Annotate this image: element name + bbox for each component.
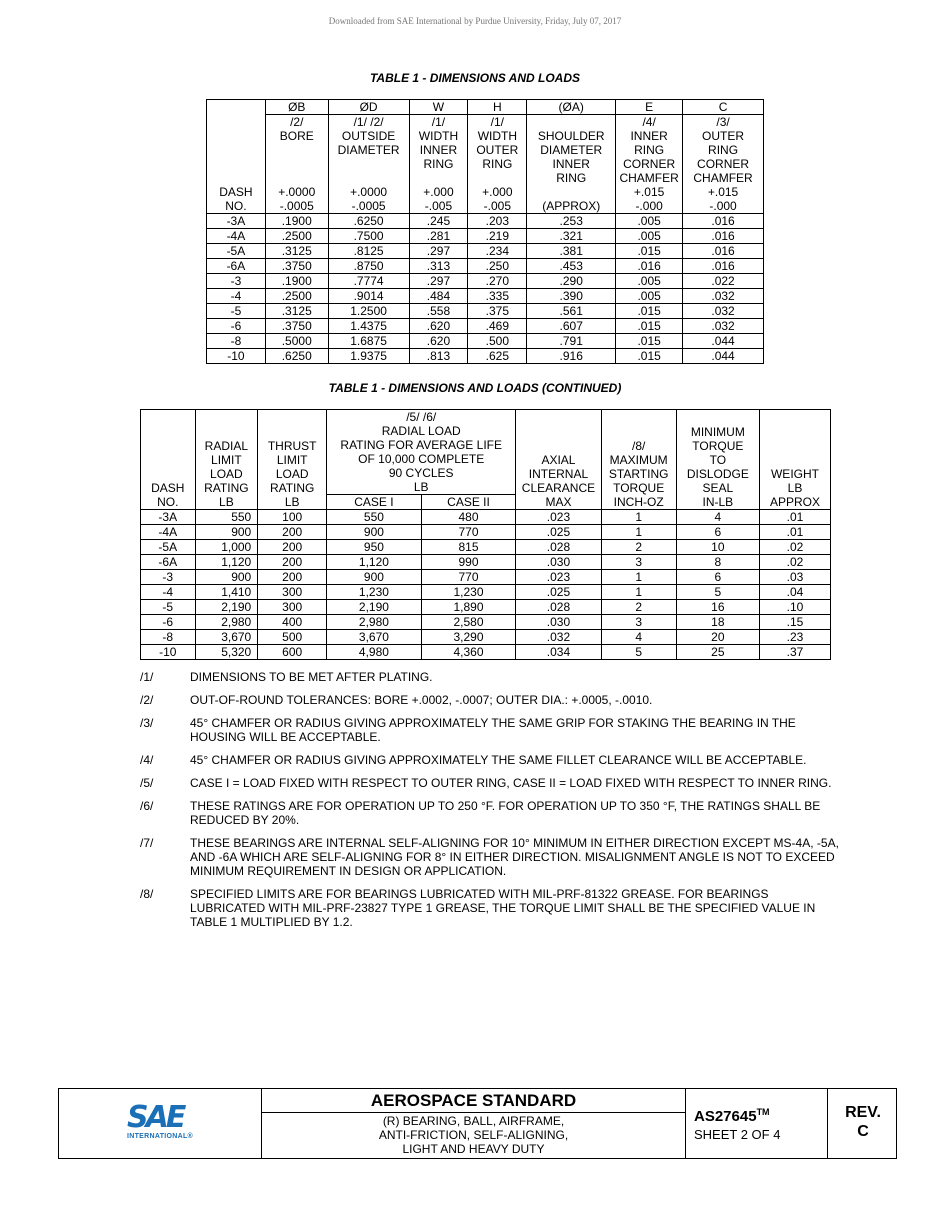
table-cell: 1.4375 <box>328 319 409 334</box>
table-cell: .005 <box>616 214 683 229</box>
table-cell: .02 <box>759 540 830 555</box>
sae-logo <box>127 1100 197 1140</box>
table-cell: 200 <box>258 540 327 555</box>
table-cell: 10 <box>676 540 759 555</box>
table-cell: .916 <box>527 349 616 364</box>
title-block <box>58 1088 897 1159</box>
table-cell: 550 <box>327 510 422 525</box>
note-text: THESE RATINGS ARE FOR OPERATION UP TO 250 °F. FOR OPERATION UP TO 350 °F, THE RATINGS SHALL BE REDUCED BY 20%. <box>190 799 821 827</box>
note-item <box>140 693 840 707</box>
table-cell: -10 <box>141 645 196 660</box>
table-cell: .2500 <box>265 229 328 244</box>
t1-header-desc: /1/ WIDTH INNER RING +.000 -.005 <box>409 115 468 214</box>
table-row <box>141 510 831 525</box>
t2-header-axial: AXIAL INTERNAL CLEARANCE MAX <box>516 410 601 510</box>
table-cell: .03 <box>759 570 830 585</box>
table-row <box>207 259 764 274</box>
table-cell: 200 <box>258 525 327 540</box>
table-cell: 900 <box>195 570 258 585</box>
table-row <box>141 585 831 600</box>
table-cell: .032 <box>683 304 764 319</box>
dimensions-table <box>206 99 764 364</box>
sae-logo-mark: SAE <box>127 1100 184 1135</box>
note-item <box>140 776 840 790</box>
table-cell: .015 <box>616 304 683 319</box>
table-cell: .203 <box>468 214 527 229</box>
table-cell: -5A <box>141 540 196 555</box>
table-cell: 3 <box>601 615 676 630</box>
note-number: /5/ <box>140 776 154 790</box>
table-cell: .7774 <box>328 274 409 289</box>
table-cell: 770 <box>421 570 516 585</box>
table-row <box>141 555 831 570</box>
table-cell: .3750 <box>265 319 328 334</box>
table-cell: .607 <box>527 319 616 334</box>
table-cell: 990 <box>421 555 516 570</box>
table-cell: 900 <box>195 525 258 540</box>
table1-caption: TABLE 1 - DIMENSIONS AND LOADS <box>369 71 580 85</box>
table-cell: .032 <box>683 319 764 334</box>
table-cell: .561 <box>527 304 616 319</box>
table-cell: .1900 <box>265 274 328 289</box>
table-cell: 2,190 <box>195 600 258 615</box>
table-cell: .10 <box>759 600 830 615</box>
table-cell: .034 <box>516 645 601 660</box>
table-cell: 500 <box>258 630 327 645</box>
table-cell: -8 <box>207 334 266 349</box>
table-cell: -3A <box>141 510 196 525</box>
table-cell: 2,190 <box>327 600 422 615</box>
table-cell: .8750 <box>328 259 409 274</box>
t1-header-symbol: E <box>616 100 683 115</box>
table-cell: 16 <box>676 600 759 615</box>
t1-header-desc: /3/ OUTER RING CORNER CHAMFER +.015 -.000 <box>683 115 764 214</box>
note-number: /7/ <box>140 836 154 850</box>
table-cell: -3 <box>141 570 196 585</box>
table-cell: 770 <box>421 525 516 540</box>
revision-label: REV. C <box>845 1104 881 1140</box>
t2-header-torque: /8/ MAXIMUM STARTING TORQUE INCH-OZ <box>601 410 676 510</box>
table-cell: .005 <box>616 229 683 244</box>
table-cell: 900 <box>327 570 422 585</box>
note-number: /4/ <box>140 753 154 767</box>
table-cell: 400 <box>258 615 327 630</box>
table-cell: 18 <box>676 615 759 630</box>
table-cell: 1,230 <box>327 585 422 600</box>
table-cell: .625 <box>468 349 527 364</box>
table-cell: 4,360 <box>421 645 516 660</box>
table-cell: 4 <box>601 630 676 645</box>
table-row <box>207 319 764 334</box>
table-cell: .5000 <box>265 334 328 349</box>
note-item <box>140 670 840 684</box>
t1-header-symbol: (ØA) <box>527 100 616 115</box>
t1-header-symbol: ØB <box>265 100 328 115</box>
table-cell: .016 <box>683 259 764 274</box>
table-cell: .9014 <box>328 289 409 304</box>
table-cell: 1,120 <box>327 555 422 570</box>
table-cell: .015 <box>616 319 683 334</box>
table-cell: .219 <box>468 229 527 244</box>
table-cell: .375 <box>468 304 527 319</box>
note-text: SPECIFIED LIMITS ARE FOR BEARINGS LUBRICATED WITH MIL-PRF-81322 GREASE. FOR BEARINGS LUBRICATED WITH MIL-PRF-23827 TYPE 1 GREASE, THE TORQUE LIMIT SHALL BE THE SPECIFIED VALUE IN TABLE 1 MULTIPLIED BY 1.2. <box>190 887 816 929</box>
table-cell: .030 <box>516 615 601 630</box>
note-number: /8/ <box>140 887 154 901</box>
note-text: 45° CHAMFER OR RADIUS GIVING APPROXIMATELY THE SAME FILLET CLEARANCE WILL BE ACCEPTABLE. <box>190 753 807 767</box>
revision-cell <box>828 1089 898 1158</box>
title-cell <box>262 1089 686 1158</box>
table-cell: .1900 <box>265 214 328 229</box>
table-cell: .558 <box>409 304 468 319</box>
table-cell: .016 <box>683 214 764 229</box>
table-cell: -3A <box>207 214 266 229</box>
table-cell: .620 <box>409 319 468 334</box>
table-cell: 600 <box>258 645 327 660</box>
table-row <box>141 600 831 615</box>
table-cell: .032 <box>683 289 764 304</box>
table-cell: .01 <box>759 510 830 525</box>
table-row <box>141 525 831 540</box>
table-cell: 3 <box>601 555 676 570</box>
registered-mark: ® <box>187 1133 194 1140</box>
table-cell: -8 <box>141 630 196 645</box>
sheet-number: SHEET 2 OF 4 <box>694 1127 781 1142</box>
table-row <box>141 540 831 555</box>
note-text: CASE I = LOAD FIXED WITH RESPECT TO OUTER RING, CASE II = LOAD FIXED WITH RESPECT TO INNER RING. <box>190 776 832 790</box>
table-cell: .390 <box>527 289 616 304</box>
download-watermark: Downloaded from SAE International by Purdue University, Friday, July 07, 2017 <box>328 16 622 26</box>
table-cell: 25 <box>676 645 759 660</box>
table2-caption: TABLE 1 - DIMENSIONS AND LOADS (CONTINUED) <box>328 381 622 395</box>
t1-header-dash: DASH NO. <box>207 100 266 214</box>
table-cell: .6250 <box>265 349 328 364</box>
table-cell: .005 <box>616 274 683 289</box>
table-cell: 3,670 <box>327 630 422 645</box>
table-cell: -4A <box>207 229 266 244</box>
table-row <box>207 304 764 319</box>
table-cell: 200 <box>258 570 327 585</box>
table-cell: .005 <box>616 289 683 304</box>
table-cell: .37 <box>759 645 830 660</box>
table-cell: 5 <box>601 645 676 660</box>
t1-header-symbol: H <box>468 100 527 115</box>
table-cell: .028 <box>516 540 601 555</box>
table-cell: 300 <box>258 600 327 615</box>
table-row <box>141 645 831 660</box>
doc-number-cell <box>686 1089 828 1158</box>
table-cell: 900 <box>327 525 422 540</box>
table-cell: 1 <box>601 510 676 525</box>
table-cell: 6 <box>676 525 759 540</box>
table-cell: -5 <box>141 600 196 615</box>
table-cell: 6 <box>676 570 759 585</box>
table-cell: .01 <box>759 525 830 540</box>
table-cell: .016 <box>683 229 764 244</box>
table-cell: .032 <box>516 630 601 645</box>
table-row <box>207 349 764 364</box>
note-item <box>140 753 840 767</box>
table-row <box>207 274 764 289</box>
table-cell: 1,890 <box>421 600 516 615</box>
table-cell: .313 <box>409 259 468 274</box>
note-text: DIMENSIONS TO BE MET AFTER PLATING. <box>190 670 433 684</box>
table-cell: 3,290 <box>421 630 516 645</box>
table-cell: .7500 <box>328 229 409 244</box>
table-cell: 1.9375 <box>328 349 409 364</box>
table-cell: .022 <box>683 274 764 289</box>
loads-table <box>140 409 831 660</box>
table-cell: 4 <box>676 510 759 525</box>
note-number: /2/ <box>140 693 154 707</box>
table-cell: .6250 <box>328 214 409 229</box>
note-number: /1/ <box>140 670 154 684</box>
table-cell: 2,980 <box>327 615 422 630</box>
table-cell: .335 <box>468 289 527 304</box>
table-cell: -6 <box>141 615 196 630</box>
table-cell: .025 <box>516 585 601 600</box>
table-cell: -10 <box>207 349 266 364</box>
t2-header-case2: CASE II <box>421 495 516 510</box>
table-cell: 100 <box>258 510 327 525</box>
note-text: THESE BEARINGS ARE INTERNAL SELF-ALIGNING FOR 10° MINIMUM IN EITHER DIRECTION EXCEPT MS-4A, -5A, AND -6A WHICH ARE SELF-ALIGNING FOR 8° IN EITHER DIRECTION. MISALIGNMENT ANGLE IS NOT TO EXCEED MINIMUM REQUIREMENT IN DESIGN OR APPLICATION. <box>190 836 839 878</box>
t1-header-symbol: C <box>683 100 764 115</box>
table-cell: 5,320 <box>195 645 258 660</box>
table-cell: .030 <box>516 555 601 570</box>
table-cell: 815 <box>421 540 516 555</box>
table-cell: .381 <box>527 244 616 259</box>
table-cell: .8125 <box>328 244 409 259</box>
table-cell: 200 <box>258 555 327 570</box>
t2-header-weight: WEIGHT LB APPROX <box>759 410 830 510</box>
table-cell: 1,410 <box>195 585 258 600</box>
table-cell: -6A <box>207 259 266 274</box>
table-row <box>141 630 831 645</box>
t2-header-seal: MINIMUM TORQUE TO DISLODGE SEAL IN-LB <box>676 410 759 510</box>
table-cell: .321 <box>527 229 616 244</box>
table-cell: .297 <box>409 274 468 289</box>
table-cell: 1 <box>601 525 676 540</box>
table-row <box>141 615 831 630</box>
note-text: OUT-OF-ROUND TOLERANCES: BORE +.0002, -.0007; OUTER DIA.: +.0005, -.0010. <box>190 693 653 707</box>
table-cell: .016 <box>683 244 764 259</box>
t1-header-desc: /1/ WIDTH OUTER RING +.000 -.005 <box>468 115 527 214</box>
table-cell: .500 <box>468 334 527 349</box>
table-cell: .044 <box>683 334 764 349</box>
table-cell: .290 <box>527 274 616 289</box>
table-cell: 1,120 <box>195 555 258 570</box>
table-cell: -5 <box>207 304 266 319</box>
table-cell: 550 <box>195 510 258 525</box>
table-cell: -4 <box>141 585 196 600</box>
t1-header-symbol: W <box>409 100 468 115</box>
table-cell: 4,980 <box>327 645 422 660</box>
t2-header-thrust: THRUST LIMIT LOAD RATING LB <box>258 410 327 510</box>
table-cell: .297 <box>409 244 468 259</box>
note-item <box>140 887 840 929</box>
table-cell: 1 <box>601 585 676 600</box>
t1-header-desc: /1/ /2/ OUTSIDE DIAMETER +.0000 -.0005 <box>328 115 409 214</box>
table-cell: -6 <box>207 319 266 334</box>
note-item <box>140 716 840 744</box>
standard-title: AEROSPACE STANDARD <box>262 1089 685 1113</box>
note-number: /6/ <box>140 799 154 813</box>
table-cell: -4 <box>207 289 266 304</box>
table-cell: 300 <box>258 585 327 600</box>
table-row <box>207 214 764 229</box>
table-row <box>141 570 831 585</box>
table-cell: .270 <box>468 274 527 289</box>
table-row <box>207 229 764 244</box>
table-cell: .15 <box>759 615 830 630</box>
table-row <box>207 334 764 349</box>
trademark-mark: TM <box>756 1107 770 1117</box>
table-cell: .015 <box>616 349 683 364</box>
table-cell: .453 <box>527 259 616 274</box>
table-row <box>207 289 764 304</box>
note-number: /3/ <box>140 716 154 730</box>
table-cell: -4A <box>141 525 196 540</box>
table-cell: .484 <box>409 289 468 304</box>
table-cell: .044 <box>683 349 764 364</box>
note-item <box>140 836 840 878</box>
table-cell: .025 <box>516 525 601 540</box>
table-cell: .3750 <box>265 259 328 274</box>
table-cell: 3,670 <box>195 630 258 645</box>
table-cell: 8 <box>676 555 759 570</box>
table-cell: .2500 <box>265 289 328 304</box>
table-cell: .245 <box>409 214 468 229</box>
table-cell: 1.2500 <box>328 304 409 319</box>
table-cell: 5 <box>676 585 759 600</box>
table-cell: -3 <box>207 274 266 289</box>
table-cell: .23 <box>759 630 830 645</box>
table-cell: -5A <box>207 244 266 259</box>
table-cell: .281 <box>409 229 468 244</box>
table-cell: .250 <box>468 259 527 274</box>
table-cell: .791 <box>527 334 616 349</box>
table-cell: .015 <box>616 334 683 349</box>
note-text: 45° CHAMFER OR RADIUS GIVING APPROXIMATELY THE SAME GRIP FOR STAKING THE BEARING IN THE HOUSING WILL BE ACCEPTABLE. <box>190 716 796 744</box>
table-cell: .015 <box>616 244 683 259</box>
table-cell: 2 <box>601 600 676 615</box>
table-cell: .023 <box>516 510 601 525</box>
table-cell: 20 <box>676 630 759 645</box>
table-cell: 1 <box>601 570 676 585</box>
table-cell: .04 <box>759 585 830 600</box>
t2-header-radial: RADIAL LIMIT LOAD RATING LB <box>195 410 258 510</box>
notes-list <box>140 670 840 938</box>
t1-header-desc: SHOULDER DIAMETER INNER RING (APPROX) <box>527 115 616 214</box>
table-cell: -6A <box>141 555 196 570</box>
table-cell: 1,000 <box>195 540 258 555</box>
table-cell: .023 <box>516 570 601 585</box>
table-cell: .620 <box>409 334 468 349</box>
table-cell: .253 <box>527 214 616 229</box>
t1-header-desc: /4/ INNER RING CORNER CHAMFER +.015 -.000 <box>616 115 683 214</box>
table-cell: 2,980 <box>195 615 258 630</box>
document-number: AS27645™ <box>694 1107 770 1125</box>
t2-header-dash: DASH NO. <box>141 410 196 510</box>
table-cell: 480 <box>421 510 516 525</box>
table-cell: 1.6875 <box>328 334 409 349</box>
t1-header-symbol: ØD <box>328 100 409 115</box>
table-cell: 950 <box>327 540 422 555</box>
note-item <box>140 799 840 827</box>
table-cell: .3125 <box>265 244 328 259</box>
document-subtitle: (R) BEARING, BALL, AIRFRAME, ANTI-FRICTION, SELF-ALIGNING, LIGHT AND HEAVY DUTY <box>378 1114 569 1156</box>
logo-cell <box>59 1089 262 1158</box>
table-cell: .02 <box>759 555 830 570</box>
table-cell: .028 <box>516 600 601 615</box>
t2-header-rating-group: /5/ /6/ RADIAL LOAD RATING FOR AVERAGE LIFE OF 10,000 COMPLETE 90 CYCLES LB <box>327 410 516 495</box>
table-cell: .469 <box>468 319 527 334</box>
table-cell: .813 <box>409 349 468 364</box>
table-cell: 1,230 <box>421 585 516 600</box>
t2-header-case1: CASE I <box>327 495 422 510</box>
sae-logo-subtext: INTERNATIONAL <box>127 1133 188 1140</box>
table-cell: .016 <box>616 259 683 274</box>
table-cell: .234 <box>468 244 527 259</box>
table-cell: 2 <box>601 540 676 555</box>
t1-header-desc: /2/ BORE +.0000 -.0005 <box>265 115 328 214</box>
table-row <box>207 244 764 259</box>
table-cell: .3125 <box>265 304 328 319</box>
table-cell: 2,580 <box>421 615 516 630</box>
